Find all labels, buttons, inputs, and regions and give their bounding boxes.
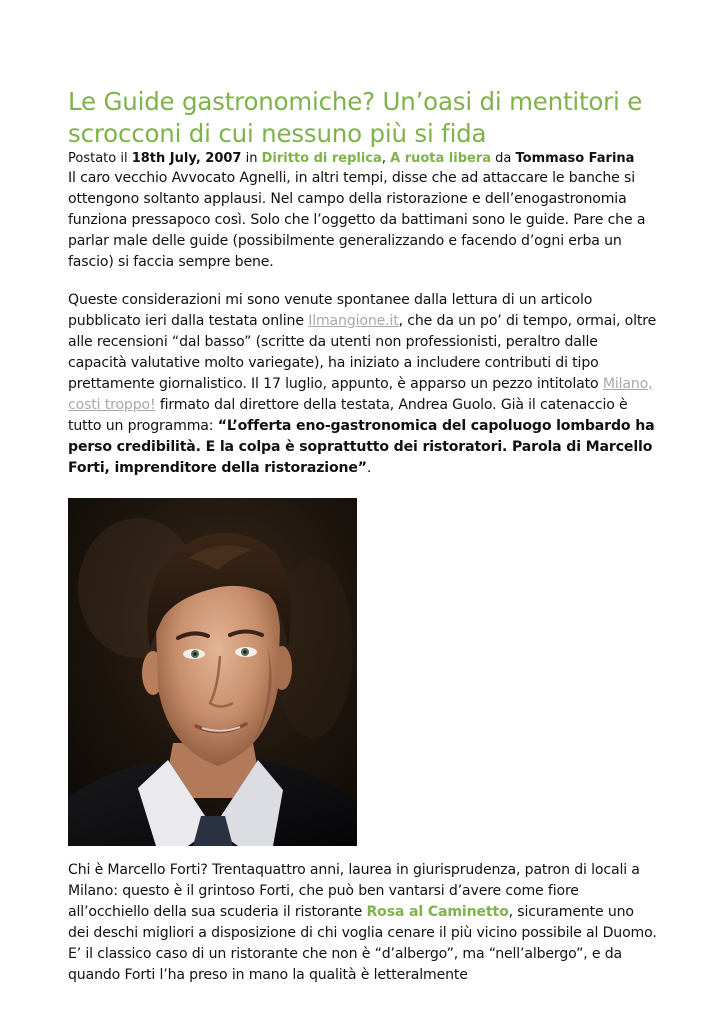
paragraph-3-text-1: Chi è Marcello Forti? Trentaquattro anni, laurea in giurisprudenza, patron di locali a Milano: questo è il grintoso Forti, che può ben vantarsi d’avere come fiore all’occhiello della sua scuderia il ristorante: [68, 862, 640, 920]
category-separator: ,: [381, 151, 386, 166]
posted-label: Postato il: [68, 151, 128, 166]
post-meta: [68, 150, 658, 168]
article-title: Le Guide gastronomiche? Un’oasi di mentitori e scrocconi di cui nessuno più si fida: [68, 87, 643, 148]
ilmangione-link[interactable]: Ilmangione.it: [308, 313, 399, 329]
by-label: da: [495, 151, 512, 166]
headline-quote: “L’offerta eno-gastronomica del capoluogo lombardo ha perso credibilità. E la colpa è soprattutto dei ristoratori. Parola di Marcello Forti, imprenditore della ristorazione”: [68, 418, 655, 476]
in-label: in: [245, 151, 258, 166]
milano-costi-troppo-link[interactable]: Milano, costi troppo!: [68, 376, 653, 413]
article: [68, 86, 658, 986]
category-link-a-ruota-libera[interactable]: A ruota libera: [390, 151, 492, 166]
paragraph-2-text-4: .: [366, 460, 372, 476]
post-date: 18th July, 2007: [131, 151, 242, 166]
portrait-photo: [68, 498, 357, 846]
paragraph-3-text-2: , sicuramente uno dei deschi migliori a disposizione di chi voglia cenare il più vicino possibile al Duomo. E’ il classico caso di un ristorante che non è “d’albergo”, ma “nell’albergo”, e da quando Forti l’ha preso in mano la qualità è letteralmente: [68, 904, 657, 983]
rosa-al-caminetto-link[interactable]: Rosa al Caminetto: [366, 904, 509, 920]
paragraph-2-text-1: Queste considerazioni mi sono venute spontanee dalla lettura di un articolo pubblicato ieri dalla testata online: [68, 292, 593, 329]
paragraph-2-text-3: firmato dal direttore della testata, Andrea Guolo. Già il catenaccio è tutto un programma:: [68, 397, 628, 434]
paragraph-3: [68, 860, 658, 986]
paragraph-2: [68, 290, 658, 479]
category-link-diritto-di-replica[interactable]: Diritto di replica: [261, 151, 382, 166]
author-name: Tommaso Farina: [515, 151, 635, 166]
paragraph-1: Il caro vecchio Avvocato Agnelli, in altri tempi, disse che ad attaccare le banche si ottengono soltanto applausi. Nel campo della ristorazione e dell’enogastronomia funziona pressapoco così. Solo che l’oggetto da battimani sono le guide. Pare che a parlar male delle guide (possibilmente generalizzando e facendo d’ogni erba un fascio) si faccia sempre bene.: [68, 170, 646, 270]
paragraph-2-text-2: , che da un po’ di tempo, ormai, oltre alle recensioni “dal basso” (scritte da utenti non professionisti, peraltro dalle capacità valutative molto variegate), ha iniziato a includere contributi di tipo prettamente giornalistico. Il 17 luglio, appunto, è apparso un pezzo intitolato: [68, 313, 657, 392]
